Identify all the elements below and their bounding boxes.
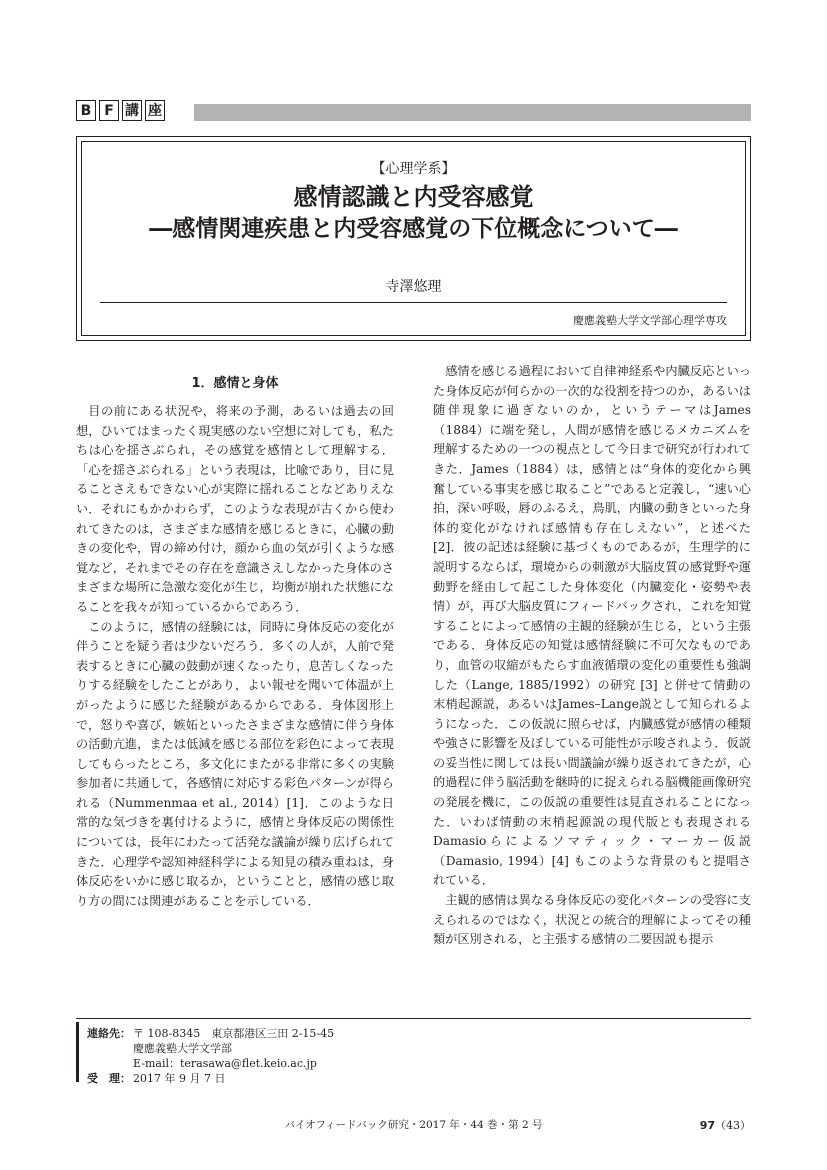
article-subtitle: ―感情関連疾患と内受容感覚の下位概念について― xyxy=(149,216,678,242)
contact-label: 連絡先： xyxy=(87,1027,131,1040)
received-label: 受 理： xyxy=(87,1072,131,1085)
page-number-main: 97 xyxy=(699,1119,715,1132)
header-key-f: F xyxy=(99,100,119,121)
received-date: 2017 年 9 月 7 日 xyxy=(133,1072,226,1085)
body-paragraph: 主観的感情は異なる身体反応の変化パターンの受容に支えられるのではなく，状況との統合的理解によってその種類が区別される，と主張する感情の二要因説も提示 xyxy=(433,893,751,947)
page-number xyxy=(700,1117,751,1133)
header-key-za: 座 xyxy=(145,100,165,121)
contact-block xyxy=(76,1018,751,1086)
header-gray-band xyxy=(194,104,751,121)
right-column xyxy=(433,362,751,950)
bf-lecture-header xyxy=(76,100,751,124)
author-name: 寺澤悠理 xyxy=(385,279,442,295)
body-paragraph: 目の前にある状況や，将来の予測，あるいは過去の回想，ひいてはまったく現実感のない空想に対しても，私たちは心を揺さぶられ，その感覚を感情として理解する．「心を揺さぶられる」という表現は，比喩であり，目に見ることさえもできない心が実際に揺れることなどありえない．それにもかかわらず，このような表現が古くから使われてきたのは，さまざまな感情を感じるときに，心臓の動きの変化や，胃の締め付け，顔から血の気が引くような感覚など，それまでその存在を意識さえしなかった身体のさまざまな場所に急激な変化が生じ，均衡が崩れた状態になることを我々が知っているからであろう． xyxy=(76,404,394,614)
header-keys xyxy=(76,100,165,121)
category-label: 【心理学系】 xyxy=(371,161,456,177)
left-column xyxy=(76,362,394,911)
title-box-inner xyxy=(81,141,746,336)
section-heading: 1．感情と身体 xyxy=(191,376,279,391)
author-affiliation: 慶應義塾大学文学部心理学専攻 xyxy=(573,314,727,327)
contact-email: E-mail：terasawa@flet.keio.ac.jp xyxy=(133,1057,317,1070)
title-divider xyxy=(100,302,727,303)
title-box xyxy=(76,136,751,341)
header-key-kou: 講 xyxy=(122,100,142,121)
received-row xyxy=(87,1071,751,1086)
body-paragraph: このように，感情の経験には，同時に身体反応の変化が伴うことを疑う者は少ないだろう．多くの人が，人前で発表するときに心臓の鼓動が速くなったり，息苦しくなったりする経験をしたことがあり，よい報せを聞いて体温が上がったように感じた経験があるからである．身体図形上で，怒りや喜び，嫉妬といったさまざまな感情に伴う身体の活動亢進，または低減を感じる部位を彩色によって表現してもらったところ，多文化にまたがる非常に多くの実験参加者に共通して，各感情に対応する彩色パターンが得られる（Nummenmaa et al., 2014）[1]．このような日常的な気づきを裏付けるように，感情と身体反応の関係性については，長年にわたって活発な議論が繰り広げられてきた．心理学や認知神経科学による知見の積み重ねは，身体反応をいかに感じ取るか，ということと，感情の感じ取り方の間には関連があることを示している． xyxy=(76,619,394,908)
page-number-paren: （43） xyxy=(715,1119,751,1132)
contact-institution: 慶應義塾大学文学部 xyxy=(133,1042,232,1055)
article-title: 感情認識と内受容感覚 xyxy=(293,183,534,211)
header-key-b: B xyxy=(76,100,96,121)
body-paragraph: 感情を感じる過程において自律神経系や内臓反応といった身体反応が何らかの一次的な役割を持つのか，あるいは随伴現象に過ぎないのか，というテーマはJames（1884）に端を発し，人間が感情を感じるメカニズムを理解するための一つの視点として今日まで研究が行われてきた．James（1884）は，感情とは“身体的変化から興奮している事実を感じ取ること”であると定義し，“速い心拍，深い呼吸，唇のふるえ，鳥肌，内臓の動きといった身体的変化がなければ感情も存在しえない”，と述べた [2]．彼の記述は経験に基づくものであるが，生理学的に説明するならば，環境からの刺激が大脳皮質の感覚野や運動野を経由して起こした身体変化（内臓変化・姿勢や表情）が，再び大脳皮質にフィードバックされ，これを知覚することによって感情の主観的経験が生じる，という主張である．身体反応の知覚は感情経験に不可欠なものであり，血管の収縮がもたらす血液循環の変化の重要性も強調した（Lange, 1885/1992）の研究 [3] と併せて情動の末梢起源説，あるいはJames–Lange説として知られるようになった．この仮説に照らせば，内臓感覚が感情の種類や強さに影響を及ぼしている可能性が示唆されよう．仮説の妥当性に関しては長い間議論が繰り返されてきたが，心的過程に伴う脳活動を継時的に捉えられる脳機能画像研究の発展を機に，この仮説の重要性は見直されることになった．いわば情動の末梢起源説の現代版とも表現されるDamasioらによるソマティック・マーカー仮説（Damasio, 1994）[4] もこのような背景のもと提唱されている． xyxy=(433,364,751,888)
contact-address: 〒 108-8345 東京都港区三田 2-15-45 xyxy=(133,1027,335,1040)
journal-citation: バイオフィードバック研究・2017 年・44 巻・第 2 号 xyxy=(284,1119,543,1131)
contact-address-row xyxy=(87,1026,751,1041)
